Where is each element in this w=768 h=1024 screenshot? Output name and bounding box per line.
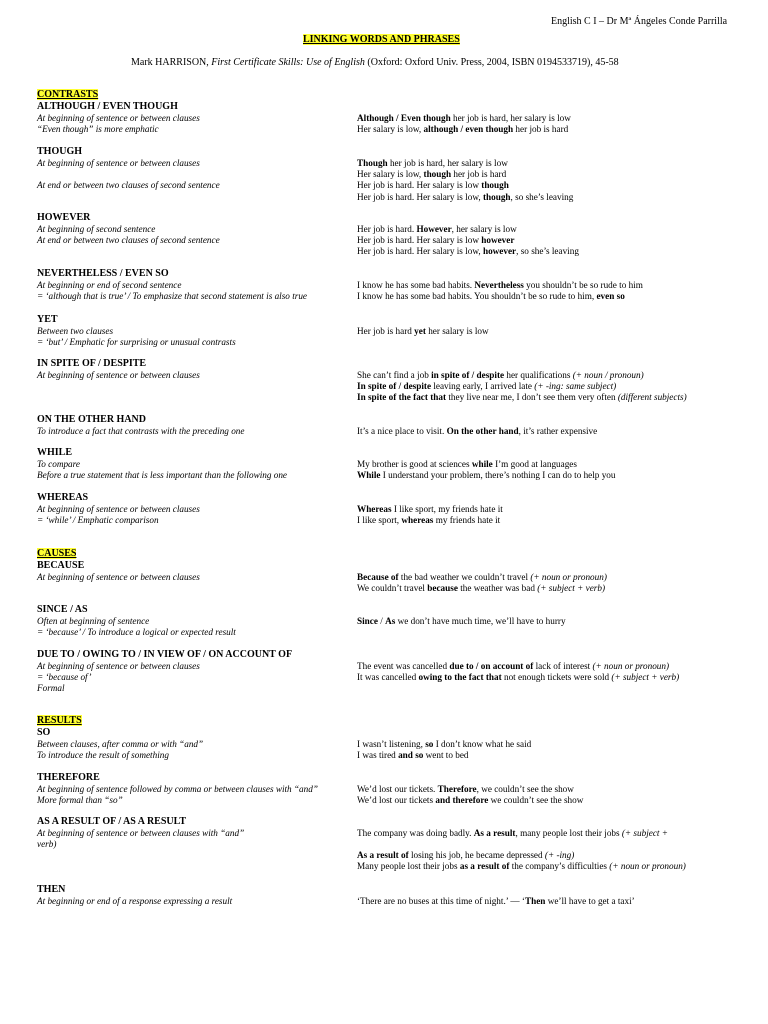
example-sentence: Although / Even though her job is hard, her salary is low xyxy=(357,113,571,123)
usage-note: To compare xyxy=(37,459,80,469)
example-sentence: I wasn’t listening, so I don’t know what he said xyxy=(357,739,532,749)
entry-term: THOUGH xyxy=(37,146,83,157)
usage-note: At end or between two clauses of second sentence xyxy=(37,235,220,246)
example-sentence: Her job is hard. Her salary is low, though, so she’s leaving xyxy=(357,191,574,202)
usage-note: At beginning of sentence or between clauses xyxy=(37,370,200,380)
example-sentence: Her job is hard yet her salary is low xyxy=(357,326,489,336)
page-title: LINKING WORDS AND PHRASES xyxy=(303,34,460,45)
example-sentence: Her job is hard. However, her salary is low xyxy=(357,224,517,234)
usage-note xyxy=(37,392,357,403)
entry-term: AS A RESULT OF / AS A RESULT xyxy=(37,816,187,827)
entry-though xyxy=(37,146,737,203)
usage-note: At beginning of second sentence xyxy=(37,224,156,234)
example-sentence: In spite of / despite leaving early, I arrived late (+ -ing: same subject) xyxy=(357,381,617,392)
usage-note: = ‘but’ / Emphatic for surprising or unusual contrasts xyxy=(37,337,236,348)
usage-note: More formal than “so” xyxy=(37,795,123,806)
entry-term: SINCE / AS xyxy=(37,604,88,615)
example-sentence: Her salary is low, although / even though her job is hard xyxy=(357,124,569,135)
usage-note: At beginning or end of second sentence xyxy=(37,280,182,290)
usage-note: At beginning of sentence or between clauses with “and” xyxy=(37,828,245,838)
usage-note: At beginning of sentence or between clauses xyxy=(37,661,200,671)
page-header: English C I – Dr Mª Ángeles Conde Parrilla xyxy=(551,16,728,27)
usage-note: = ‘while’ / Emphatic comparison xyxy=(37,515,159,526)
example-sentence: ‘There are no buses at this time of night.’ — ‘Then we’ll have to get a taxi’ xyxy=(357,896,635,906)
example-sentence: I like sport, whereas my friends hate it xyxy=(357,515,501,526)
usage-note xyxy=(37,381,357,392)
example-sentence: In spite of the fact that they live near me, I don’t see them very often (different subjects) xyxy=(357,392,687,403)
example-sentence: I was tired and so went to bed xyxy=(357,750,469,761)
usage-note xyxy=(37,246,357,257)
usage-note: At beginning of sentence followed by comma or between clauses with “and” xyxy=(37,784,318,794)
example-sentence: Her job is hard. Her salary is low however xyxy=(357,235,515,246)
example-sentence: Though her job is hard, her salary is low xyxy=(357,158,508,168)
example-sentence: We couldn’t travel because the weather was bad (+ subject + verb) xyxy=(357,583,606,594)
usage-note: “Even though” is more emphatic xyxy=(37,124,159,135)
example-sentence: Because of the bad weather we couldn’t travel (+ noun or pronoun) xyxy=(357,572,607,582)
entry-therefore xyxy=(37,772,737,806)
example-sentence: Whereas I like sport, my friends hate it xyxy=(357,504,503,514)
entry-term: ALTHOUGH / EVEN THOUGH xyxy=(37,101,178,112)
usage-note: At beginning or end of a response expressing a result xyxy=(37,896,233,906)
usage-note: Often at beginning of sentence xyxy=(37,616,150,626)
entry-term: HOWEVER xyxy=(37,212,91,223)
usage-note: At beginning of sentence or between clauses xyxy=(37,572,200,582)
example-sentence: I know he has some bad habits. You shouldn’t be so rude to him, even so xyxy=(357,291,625,302)
entry-term: IN SPITE OF / DESPITE xyxy=(37,358,147,369)
usage-note: At beginning of sentence or between clauses xyxy=(37,504,200,514)
entry-term: WHILE xyxy=(37,447,73,458)
entry-although xyxy=(37,101,737,135)
section-results: RESULTS xyxy=(37,715,82,726)
example-sentence: Her salary is low, though her job is hard xyxy=(357,169,507,180)
entry-whereas xyxy=(37,492,737,526)
usage-note: = ‘because of’ xyxy=(37,672,92,683)
example-sentence: The event was cancelled due to / on account of lack of interest (+ noun or pronoun) xyxy=(357,661,670,671)
as-a-result-examples: The company was doing badly. As a result, many people lost their jobs (+ subject + As a result of losing his job, he became depressed (+ -ing) Many people lost their jobs as a result of the company’s difficulties (+ noun or pronoun) xyxy=(357,828,686,872)
usage-note: To introduce the result of something xyxy=(37,750,169,761)
usage-note: At beginning of sentence or between clauses xyxy=(37,113,200,123)
entry-term: DUE TO / OWING TO / IN VIEW OF / ON ACCOUNT OF xyxy=(37,649,293,660)
usage-note: To introduce a fact that contrasts with the preceding one xyxy=(37,426,245,436)
example-sentence: Her job is hard. Her salary is low though xyxy=(357,180,509,191)
entry-term: THEREFORE xyxy=(37,772,100,783)
example-sentence: It’s a nice place to visit. On the other hand, it’s rather expensive xyxy=(357,426,598,436)
entry-term: SO xyxy=(37,727,51,738)
usage-note: = ‘although that is true’ / To emphasize that second statement is also true xyxy=(37,291,307,302)
example-sentence: While I understand your problem, there’s nothing I can do to help you xyxy=(357,470,616,481)
entry-term: WHEREAS xyxy=(37,492,89,503)
entry-due-to xyxy=(37,649,737,695)
usage-note xyxy=(37,192,357,203)
usage-note: Formal xyxy=(37,683,65,694)
example-sentence: I know he has some bad habits. Nevertheless you shouldn’t be so rude to him xyxy=(357,280,643,290)
reference: Mark HARRISON, First Certificate Skills: Use of English (Oxford: Oxford Univ. Press, 2004, ISBN 0194533719), 45-58 xyxy=(131,57,619,68)
entry-however xyxy=(37,212,737,258)
example-sentence: My brother is good at sciences while I’m good at languages xyxy=(357,459,577,469)
example-sentence: We’d lost our tickets. Therefore, we couldn’t see the show xyxy=(357,784,574,794)
since-as-example: Since / As we don’t have much time, we’ll have to hurry xyxy=(357,616,566,626)
entry-on-the-other-hand xyxy=(37,414,737,437)
entry-so xyxy=(37,727,737,761)
section-causes: CAUSES xyxy=(37,548,77,559)
example-sentence: It was cancelled owing to the fact that not enough tickets were sold (+ subject + verb) xyxy=(357,672,680,683)
entry-term: THEN xyxy=(37,884,66,895)
entry-because xyxy=(37,560,737,594)
entry-in-spite-of xyxy=(37,358,737,404)
example-sentence: She can’t find a job in spite of / despite her qualifications (+ noun / pronoun) xyxy=(357,370,644,380)
usage-note: At end or between two clauses of second sentence xyxy=(37,180,220,191)
usage-note: Between two clauses xyxy=(37,326,114,336)
entry-term: YET xyxy=(37,314,58,325)
entry-term: BECAUSE xyxy=(37,560,85,571)
entry-nevertheless xyxy=(37,268,737,302)
section-contrasts: CONTRASTS xyxy=(37,89,99,100)
usage-note xyxy=(37,583,357,594)
usage-note: = ‘because’ / To introduce a logical or expected result xyxy=(37,627,236,638)
usage-note: Between clauses, after comma or with “and” xyxy=(37,739,204,749)
entry-while xyxy=(37,447,737,481)
entry-then xyxy=(37,884,737,907)
entry-term: ON THE OTHER HAND xyxy=(37,414,146,425)
entry-yet xyxy=(37,314,737,348)
usage-note: verb) xyxy=(37,839,57,850)
example-sentence: Her job is hard. Her salary is low, however, so she’s leaving xyxy=(357,246,579,257)
usage-note: At beginning of sentence or between clauses xyxy=(37,158,200,168)
usage-note: Before a true statement that is less important than the following one xyxy=(37,470,288,481)
example-sentence: We’d lost our tickets and therefore we couldn’t see the show xyxy=(357,795,584,806)
entry-term: NEVERTHELESS / EVEN SO xyxy=(37,268,169,279)
usage-note xyxy=(37,169,357,180)
